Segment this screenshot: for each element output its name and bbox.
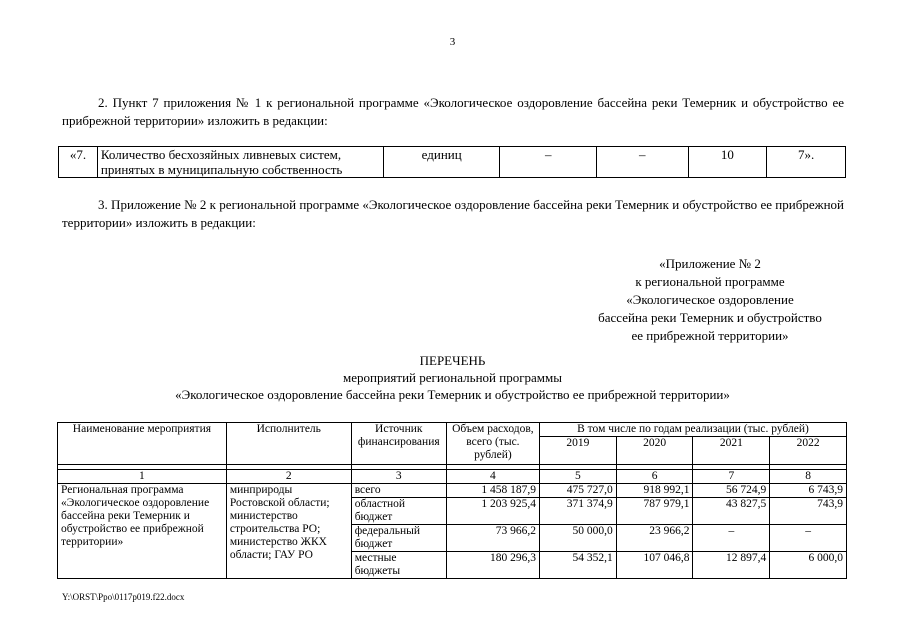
table-cell: – <box>597 147 689 178</box>
header-cell: Объем расходов, всего (тыс. рублей) <box>446 423 539 465</box>
year-cell: 50 000,0 <box>539 525 616 552</box>
total-cell: 1 458 187,9 <box>446 484 539 498</box>
header-cell: Источник финансирования <box>351 423 446 465</box>
year-cell: – <box>693 525 770 552</box>
header-cell: Наименование мероприятия <box>58 423 227 465</box>
col-number: 2 <box>226 470 351 484</box>
title-line: «Экологическое оздоровление бассейна реки Темерник и обустройство ее прибрежной территории» <box>175 387 730 402</box>
appendix-line: к региональной программе <box>635 274 785 289</box>
source-cell: областной бюджет <box>351 498 446 525</box>
paragraph-3 <box>62 196 844 232</box>
appendix-heading <box>575 255 845 345</box>
source-cell: федеральный бюджет <box>351 525 446 552</box>
file-path-footer: Y:\ORST\Ppo\0117p019.f22.docx <box>62 592 185 602</box>
year-cell: 6 743,9 <box>770 484 847 498</box>
title-line: ПЕРЕЧЕНЬ <box>419 353 486 368</box>
year-cell: 743,9 <box>770 498 847 525</box>
table-cell: 7». <box>767 147 846 178</box>
program-name-cell: Региональная программа «Экологическое оздоровление бассейна реки Темерник и обустройство ее прибрежной территории» <box>58 484 227 579</box>
col-number: 7 <box>693 470 770 484</box>
year-cell: 787 979,1 <box>616 498 693 525</box>
year-cell: 23 966,2 <box>616 525 693 552</box>
appendix-line: бассейна реки Темерник и обустройство <box>598 310 822 325</box>
total-cell: 1 203 925,4 <box>446 498 539 525</box>
year-cell: 475 727,0 <box>539 484 616 498</box>
measures-table <box>57 422 847 579</box>
header-row <box>58 423 847 437</box>
header-cell: В том числе по годам реализации (тыс. рублей) <box>539 423 846 437</box>
header-cell: Исполнитель <box>226 423 351 465</box>
table-row <box>59 147 846 178</box>
year-cell: 54 352,1 <box>539 552 616 579</box>
col-number: 4 <box>446 470 539 484</box>
paragraph-3-text: 3. Приложение № 2 к региональной программе «Экологическое оздоровление бассейна реки Темерник и обустройство ее прибрежной территории» изложить в редакции: <box>62 197 844 230</box>
source-cell: всего <box>351 484 446 498</box>
year-cell: 918 992,1 <box>616 484 693 498</box>
year-header: 2020 <box>616 437 693 465</box>
table-cell: единиц <box>383 147 500 178</box>
col-number: 5 <box>539 470 616 484</box>
appendix-line: «Приложение № 2 <box>659 256 761 271</box>
appendix-line: ее прибрежной территории» <box>631 328 789 343</box>
year-cell: – <box>770 525 847 552</box>
col-number: 1 <box>58 470 227 484</box>
appendix-line: «Экологическое оздоровление <box>626 292 794 307</box>
total-cell: 180 296,3 <box>446 552 539 579</box>
year-cell: 56 724,9 <box>693 484 770 498</box>
col-number: 6 <box>616 470 693 484</box>
table-cell: – <box>500 147 597 178</box>
page-number: 3 <box>449 36 456 48</box>
paragraph-2-text: 2. Пункт 7 приложения № 1 к региональной программе «Экологическое оздоровление бассейна реки Темерник и обустройство ее прибрежной территории» изложить в редакции: <box>62 95 844 128</box>
column-number-row <box>58 470 847 484</box>
year-header: 2019 <box>539 437 616 465</box>
table-cell: Количество бесхозяйных ливневых систем, принятых в муниципальную собственность <box>97 147 383 178</box>
year-cell: 107 046,8 <box>616 552 693 579</box>
year-header: 2021 <box>693 437 770 465</box>
total-cell: 73 966,2 <box>446 525 539 552</box>
table-row <box>58 484 847 498</box>
year-cell: 12 897,4 <box>693 552 770 579</box>
year-header: 2022 <box>770 437 847 465</box>
year-cell: 43 827,5 <box>693 498 770 525</box>
col-number: 8 <box>770 470 847 484</box>
title-line: мероприятий региональной программы <box>343 370 562 385</box>
source-cell: местные бюджеты <box>351 552 446 579</box>
table-cell: 10 <box>688 147 767 178</box>
col-number: 3 <box>351 470 446 484</box>
year-cell: 371 374,9 <box>539 498 616 525</box>
list-title <box>0 352 905 403</box>
table-cell: «7. <box>59 147 98 178</box>
paragraph-2 <box>62 94 844 130</box>
year-cell: 6 000,0 <box>770 552 847 579</box>
amendment-table-1 <box>58 146 846 178</box>
executor-cell: минприроды Ростовской области; министерство строительства РО; министерство ЖКХ области; ГАУ РО <box>226 484 351 579</box>
